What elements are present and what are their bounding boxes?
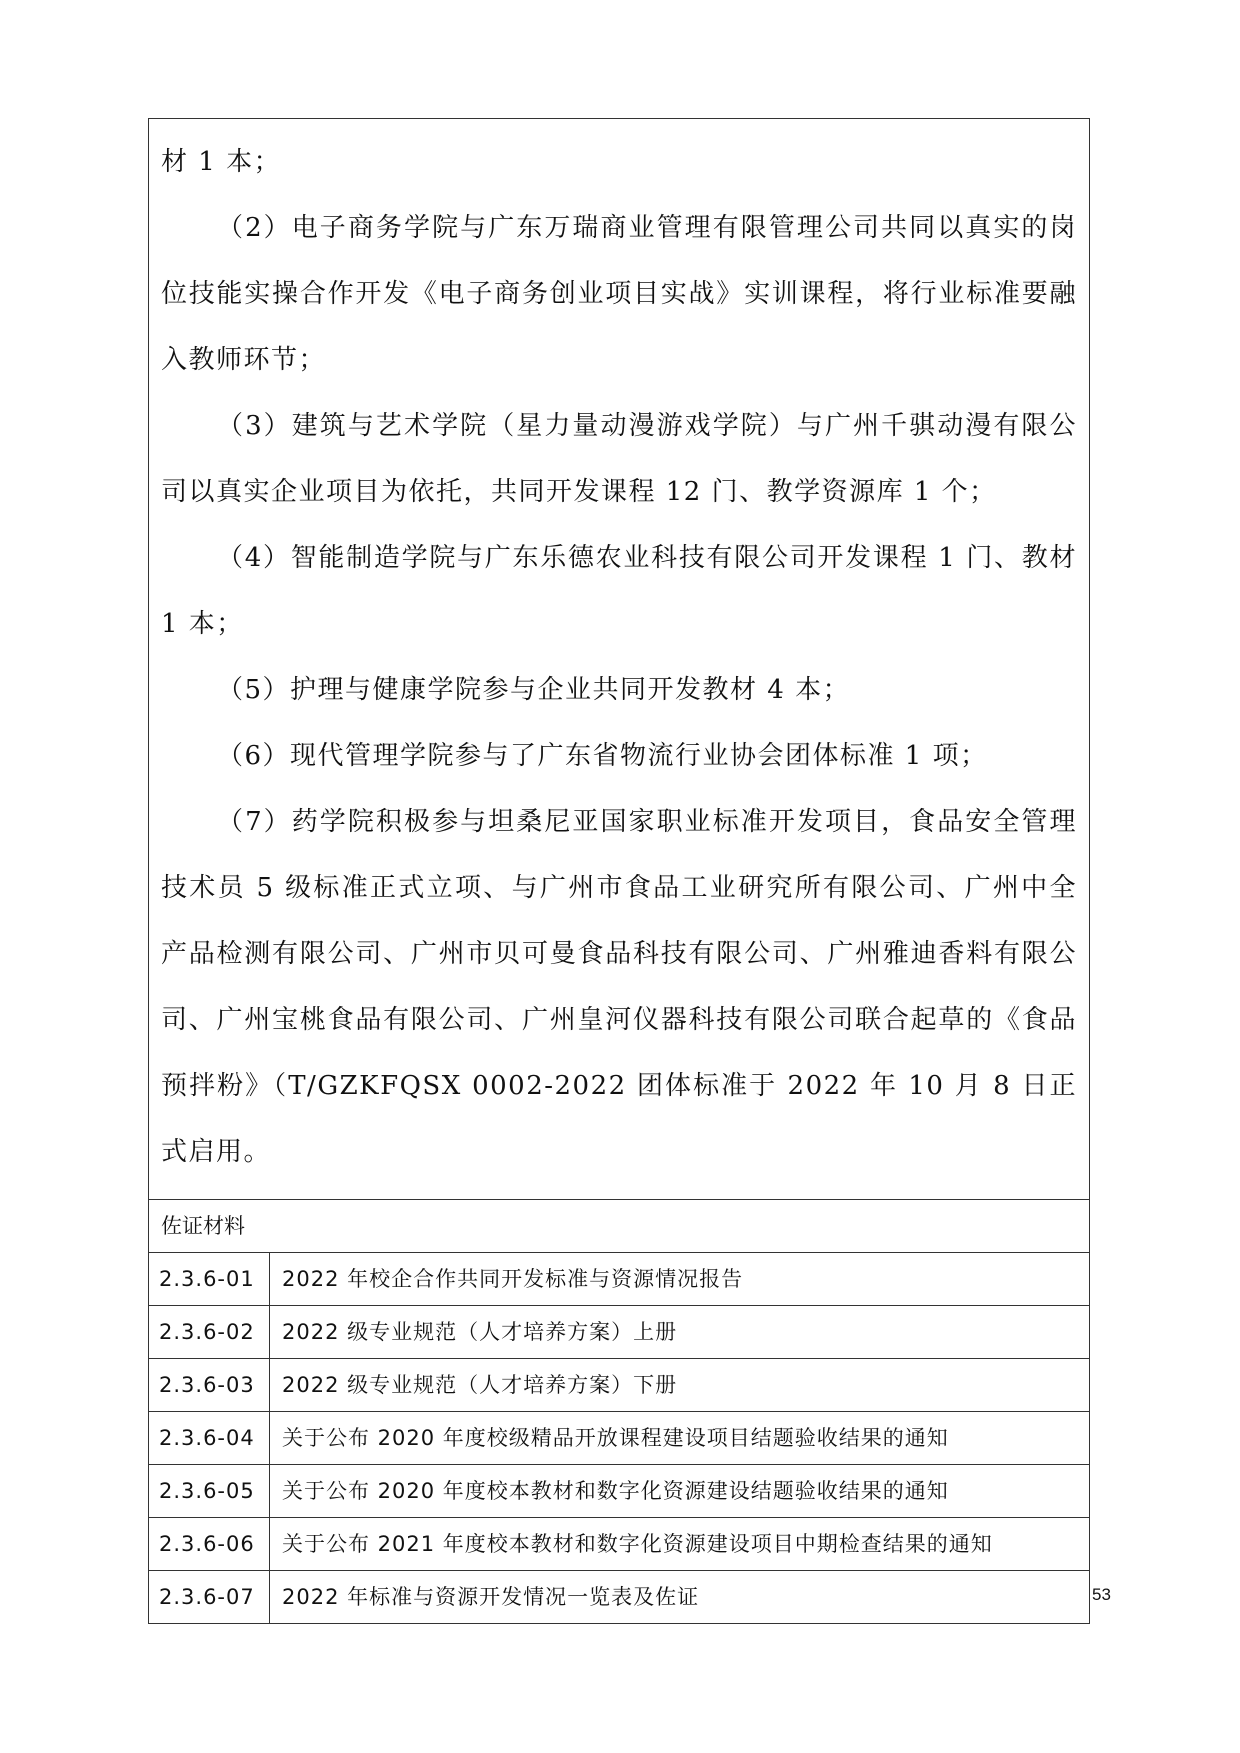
evidence-title: 2022 年标准与资源开发情况一览表及佐证 [282,1585,700,1609]
evidence-row [149,1518,1089,1571]
body-paragraph: （4）智能制造学院与广东乐德农业科技有限公司开发课程 1 门、教材 1 本； [161,543,1077,639]
evidence-title: 2022 年校企合作共同开发标准与资源情况报告 [282,1267,744,1291]
evidence-code: 2.3.6-06 [149,1518,270,1570]
evidence-code: 2.3.6-07 [149,1571,270,1623]
report-table [148,118,1090,1624]
evidence-row [149,1571,1089,1623]
evidence-row [149,1412,1089,1465]
evidence-row [149,1306,1089,1359]
evidence-heading: 佐证材料 [149,1200,1089,1253]
page-number: 53 [1092,1585,1111,1604]
evidence-list [149,1253,1089,1623]
body-paragraph: （6）现代管理学院参与了广东省物流行业协会团体标准 1 项； [217,741,988,771]
body-paragraph: 材 1 本； [161,147,282,177]
evidence-title: 关于公布 2020 年度校级精品开放课程建设项目结题验收结果的通知 [282,1426,949,1450]
evidence-row [149,1465,1089,1518]
evidence-title: 关于公布 2020 年度校本教材和数字化资源建设结题验收结果的通知 [282,1479,949,1503]
body-paragraph: （5）护理与健康学院参与企业共同开发教材 4 本； [217,675,851,705]
body-text-cell [149,119,1089,1200]
evidence-title: 2022 级专业规范（人才培养方案）下册 [282,1373,678,1397]
evidence-row [149,1359,1089,1412]
body-paragraph: （2）电子商务学院与广东万瑞商业管理有限管理公司共同以真实的岗位技能实操合作开发《电子商务创业项目实战》实训课程，将行业标准要融入教师环节； [161,213,1077,375]
evidence-code: 2.3.6-01 [149,1253,270,1305]
body-paragraph: （3）建筑与艺术学院（星力量动漫游戏学院）与广州千骐动漫有限公司以真实企业项目为依托，共同开发课程 12 门、教学资源库 1 个； [161,411,1077,507]
evidence-title: 关于公布 2021 年度校本教材和数字化资源建设项目中期检查结果的通知 [282,1532,993,1556]
evidence-code: 2.3.6-02 [149,1306,270,1358]
body-paragraph: （7）药学院积极参与坦桑尼亚国家职业标准开发项目，食品安全管理技术员 5 级标准正式立项、与广州市食品工业研究所有限公司、广州中全产品检测有限公司、广州市贝可曼食品科技有限公司、广州雅迪香料有限公司、广州宝桃食品有限公司、广州皇河仪器科技有限公司联合起草的《食品预拌粉》（T/GZKFQSX 0002-2022 团体标准于 2022 年 10 月 8 日正式启用。 [161,807,1077,1167]
evidence-code: 2.3.6-05 [149,1465,270,1517]
evidence-code: 2.3.6-03 [149,1359,270,1411]
evidence-code: 2.3.6-04 [149,1412,270,1464]
evidence-row [149,1253,1089,1306]
evidence-title: 2022 级专业规范（人才培养方案）上册 [282,1320,678,1344]
